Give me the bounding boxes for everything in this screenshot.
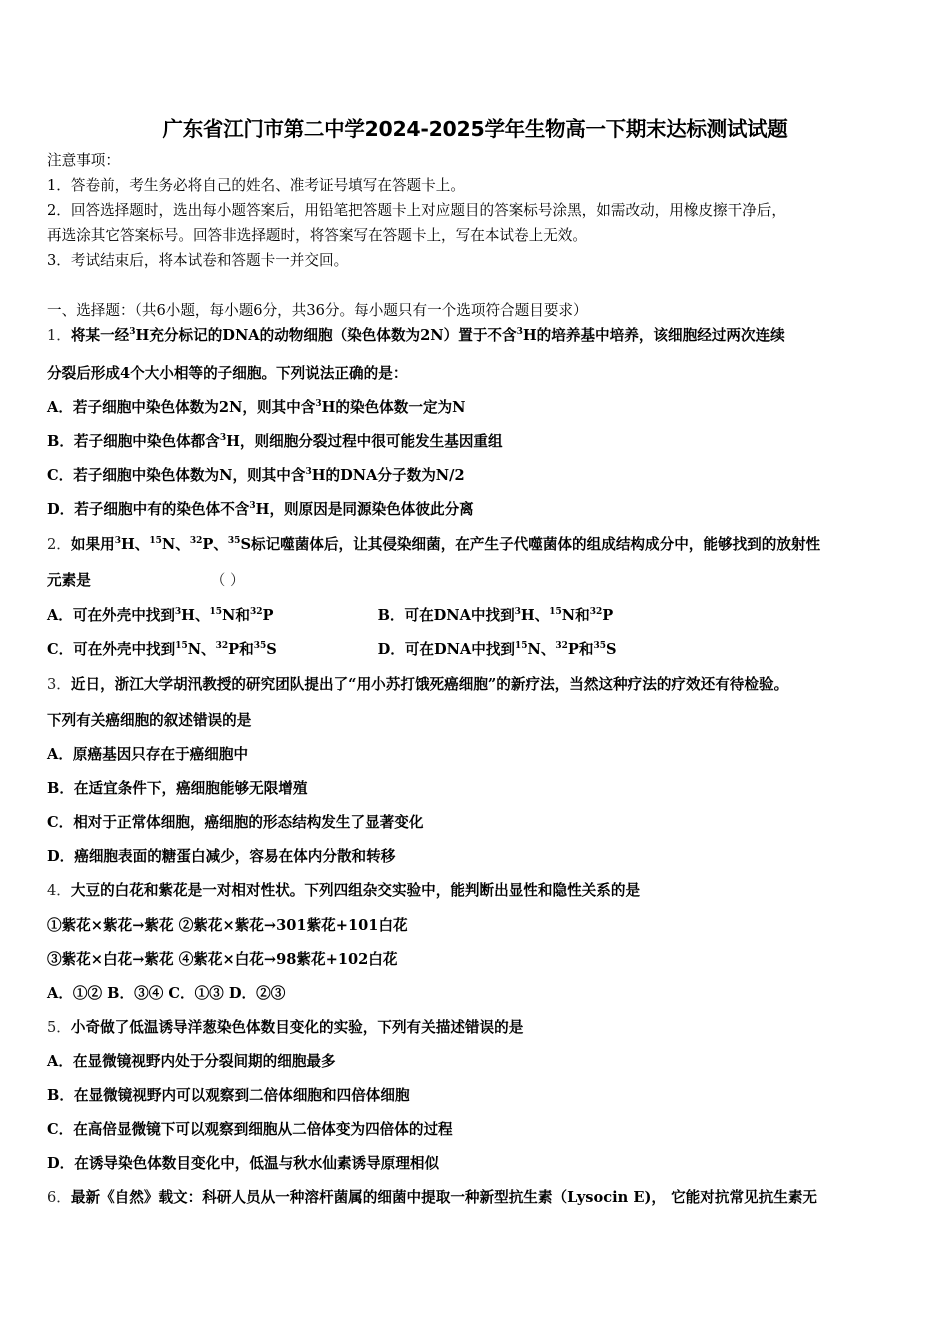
answer-blank: （ ） bbox=[210, 572, 245, 589]
q2-sup-4: 35 bbox=[227, 536, 241, 546]
q2-sup-1: 3 bbox=[114, 536, 121, 546]
q3-text: 近日，浙江大学胡汛教授的研究团队提出了“用小苏打饿死癌细胞”的新疗法，当然这种疗法的疗效还有待检验。 bbox=[70, 676, 789, 693]
question-6-number: 6． bbox=[47, 1189, 71, 1206]
question-4-number: 4． bbox=[47, 882, 71, 899]
q2-c-s3: 35 bbox=[253, 641, 267, 651]
question-2-options-row-1 bbox=[47, 606, 906, 626]
q2-a-1: A．可在外壳中找到 bbox=[47, 607, 175, 624]
q2-a-s3: 32 bbox=[249, 607, 263, 617]
question-1-option-d bbox=[47, 500, 474, 520]
q1-sup-b: 3 bbox=[516, 327, 523, 337]
question-2-options-row-2 bbox=[47, 640, 906, 660]
notice-item-2-cont: 再选涂其它答案标号。回答非选择题时，将答案写在答题卡上，写在本试卷上无效。 bbox=[47, 227, 587, 244]
q1-sup-a: 3 bbox=[129, 327, 136, 337]
q1-b-text: B．若子细胞中染色体都含 bbox=[47, 433, 220, 450]
q2-b-4: P bbox=[602, 607, 614, 624]
q2-c-s2: 32 bbox=[215, 641, 229, 651]
q2-d-2: N、 bbox=[527, 641, 556, 658]
notice-heading: 注意事项： bbox=[47, 152, 120, 169]
q2-text-1: 如果用 bbox=[70, 536, 115, 553]
q1-d-sup: 3 bbox=[249, 501, 256, 511]
q2-b-s3: 32 bbox=[589, 607, 603, 617]
question-1-option-b bbox=[47, 432, 503, 452]
question-5-option-c: C．在高倍显微镜下可以观察到细胞从二倍体变为四倍体的过程 bbox=[47, 1121, 453, 1138]
q2-d-s1: 15 bbox=[514, 641, 528, 651]
question-3-stem-cont: 下列有关癌细胞的叙述错误的是 bbox=[47, 712, 252, 729]
q1-a-text: A．若子细胞中染色体数为2N，则其中含 bbox=[47, 399, 316, 416]
question-2-option-b bbox=[378, 606, 614, 626]
q2-c-4: S bbox=[266, 641, 277, 658]
q2-c-s1: 15 bbox=[175, 641, 188, 651]
q2-sup-3: 32 bbox=[189, 536, 203, 546]
question-1-option-c bbox=[47, 466, 465, 486]
notice-item-3: 3．考试结束后，将本试卷和答题卡一并交回。 bbox=[47, 252, 349, 269]
q2-c-1: C．可在外壳中找到 bbox=[47, 641, 176, 658]
q1-a-text-b: H的染色体数一定为N bbox=[321, 399, 466, 416]
question-2-option-c bbox=[47, 641, 277, 658]
q1-b-text-b: H，则细胞分裂过程中很可能发生基因重组 bbox=[226, 433, 503, 450]
question-4-cross-2: ③紫花×白花→紫花 ④紫花×白花→98紫花+102白花 bbox=[47, 951, 398, 968]
q5-text: 小奇做了低温诱导洋葱染色体数目变化的实验，下列有关描述错误的是 bbox=[70, 1019, 524, 1036]
question-6-stem bbox=[47, 1188, 817, 1208]
question-1-stem-cont: 分裂后形成4个大小相等的子细胞。下列说法正确的是： bbox=[47, 365, 408, 382]
question-1-stem bbox=[47, 326, 785, 346]
question-3-number: 3． bbox=[47, 676, 71, 693]
q1-c-sup: 3 bbox=[305, 467, 312, 477]
question-3-option-c: C．相对于正常体细胞，癌细胞的形态结构发生了显著变化 bbox=[47, 814, 424, 831]
section-heading: 一、选择题：（共6小题，每小题6分，共36分。每小题只有一个选项符合题目要求） bbox=[47, 302, 588, 319]
q1-d-text-b: H，则原因是同源染色体彼此分离 bbox=[255, 501, 474, 518]
q2-d-1: D．可在DNA中找到 bbox=[377, 641, 515, 658]
q2-b-1: B．可在DNA中找到 bbox=[377, 607, 515, 624]
question-2-stem-cont bbox=[47, 571, 245, 591]
q1-c-text-b: H的DNA分子数为N/2 bbox=[311, 467, 465, 484]
q2-a-2: H、 bbox=[181, 607, 210, 624]
question-1-option-a bbox=[47, 398, 465, 418]
q2-text-4: P、 bbox=[202, 536, 228, 553]
q6-text: 最新《自然》载文：科研人员从一种溶杆菌属的细菌中提取一种新型抗生素（Lysocin E)， 它能对抗常见抗生素无 bbox=[70, 1189, 818, 1206]
q2-a-s1: 3 bbox=[174, 607, 182, 617]
question-2-option-d bbox=[378, 640, 617, 660]
notice-item-2: 2．回答选择题时，选出每小题答案后，用铅笔把答题卡上对应题目的答案标号涂黑，如需改动，用橡皮擦干净后， bbox=[47, 202, 786, 219]
q2-stem2: 元素是 bbox=[47, 572, 91, 589]
q2-b-s2: 15 bbox=[549, 607, 562, 617]
question-5-number: 5． bbox=[47, 1019, 71, 1036]
question-2-option-a bbox=[47, 607, 273, 624]
question-3-option-a: A．原癌基因只存在于癌细胞中 bbox=[47, 746, 249, 763]
q2-d-s3: 35 bbox=[593, 641, 606, 651]
q1-a-sup: 3 bbox=[315, 399, 322, 409]
q2-b-2: H、 bbox=[520, 607, 550, 624]
q4-text: 大豆的白花和紫花是一对相对性状。下列四组杂交实验中，能判断出显性和隐性关系的是 bbox=[70, 882, 641, 899]
page-title: 广东省江门市第二中学2024-2025学年生物高一下期末达标测试试题 bbox=[162, 117, 788, 141]
question-5-option-d: D．在诱导染色体数目变化中，低温与秋水仙素诱导原理相似 bbox=[47, 1155, 440, 1172]
q2-c-2: N、 bbox=[187, 641, 216, 658]
question-3-option-d: D．癌细胞表面的糖蛋白减少，容易在体内分散和转移 bbox=[47, 848, 396, 865]
question-2-stem bbox=[47, 535, 820, 555]
q2-sup-2: 15 bbox=[149, 536, 162, 546]
question-4-options: A．①② B．③④ C．①③ D．②③ bbox=[47, 985, 286, 1002]
q1-text-b: H充分标记的DNA的动物细胞（染色体数为2N）置于不含 bbox=[135, 327, 517, 344]
q1-text-a: 将某一经 bbox=[70, 327, 130, 344]
q2-a-3: N和 bbox=[222, 607, 250, 624]
question-5-option-a: A．在显微镜视野内处于分裂间期的细胞最多 bbox=[47, 1053, 336, 1070]
question-4-cross-1: ①紫花×紫花→紫花 ②紫花×紫花→301紫花+101白花 bbox=[47, 917, 408, 934]
q2-text-2: H、 bbox=[120, 536, 150, 553]
q2-d-4: S bbox=[605, 641, 617, 658]
question-3-option-b: B．在适宜条件下，癌细胞能够无限增殖 bbox=[47, 780, 308, 797]
q2-a-4: P bbox=[262, 607, 274, 624]
q1-b-sup: 3 bbox=[219, 433, 227, 443]
q1-d-text: D．若子细胞中有的染色体不含 bbox=[47, 501, 250, 518]
question-4-stem bbox=[47, 881, 640, 901]
question-2-number: 2． bbox=[47, 536, 71, 553]
q2-d-s2: 32 bbox=[555, 641, 568, 651]
q2-b-3: N和 bbox=[561, 607, 590, 624]
q2-d-3: P和 bbox=[567, 641, 594, 658]
q2-a-s2: 15 bbox=[209, 607, 223, 617]
q2-b-s1: 3 bbox=[514, 607, 521, 617]
q2-text-3: N、 bbox=[161, 536, 190, 553]
q1-text-c: H的培养基中培养，该细胞经过两次连续 bbox=[522, 327, 785, 344]
question-3-stem bbox=[47, 675, 788, 695]
question-5-stem bbox=[47, 1018, 523, 1038]
question-1-number: 1． bbox=[47, 327, 71, 344]
question-5-option-b: B．在显微镜视野内可以观察到二倍体细胞和四倍体细胞 bbox=[47, 1087, 410, 1104]
notice-item-1: 1．答卷前，考生务必将自己的姓名、准考证号填写在答题卡上。 bbox=[47, 177, 465, 194]
q2-text-5: S标记噬菌体后，让其侵染细菌，在产生子代噬菌体的组成结构成分中，能够找到的放射性 bbox=[240, 536, 821, 553]
q2-c-3: P和 bbox=[228, 641, 254, 658]
q1-c-text: C．若子细胞中染色体数为N，则其中含 bbox=[47, 467, 306, 484]
